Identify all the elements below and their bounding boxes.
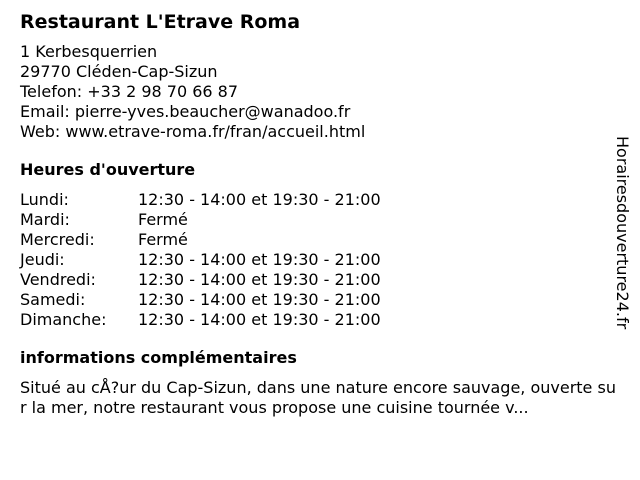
hours-row-friday (20, 270, 616, 290)
site-watermark: Horairesdouverture24.fr (613, 136, 632, 330)
day-label: Jeudi: (20, 250, 65, 269)
hours-value: 12:30 - 14:00 et 19:30 - 21:00 (138, 290, 381, 309)
hours-value: 12:30 - 14:00 et 19:30 - 21:00 (138, 270, 381, 289)
hours-value: 12:30 - 14:00 et 19:30 - 21:00 (138, 190, 381, 209)
day-label: Samedi: (20, 290, 86, 309)
website-line: Web: www.etrave-roma.fr/fran/accueil.html (20, 122, 366, 141)
opening-hours-heading: Heures d'ouverture (20, 160, 196, 179)
additional-info-heading: informations complémentaires (20, 348, 297, 367)
day-label: Lundi: (20, 190, 69, 209)
hours-value: Fermé (138, 210, 188, 229)
restaurant-info-card (20, 10, 616, 418)
day-label: Vendredi: (20, 270, 96, 289)
hours-value: Fermé (138, 230, 188, 249)
hours-row-wednesday (20, 230, 616, 250)
hours-row-tuesday (20, 210, 616, 230)
hours-value: 12:30 - 14:00 et 19:30 - 21:00 (138, 310, 381, 329)
hours-row-saturday (20, 290, 616, 310)
hours-row-monday (20, 190, 616, 210)
hours-row-sunday (20, 310, 616, 330)
day-label: Dimanche: (20, 310, 107, 329)
hours-value: 12:30 - 14:00 et 19:30 - 21:00 (138, 250, 381, 269)
email-line: Email: pierre-yves.beaucher@wanadoo.fr (20, 102, 351, 121)
address-line-2: 29770 Cléden-Cap-Sizun (20, 62, 218, 81)
additional-info-text: Situé au cÅ?ur du Cap-Sizun, dans une nature encore sauvage, ouverte sur la mer, notre restaurant vous propose une cuisine tournée v... (20, 378, 616, 417)
phone-line: Telefon: +33 2 98 70 66 87 (20, 82, 239, 101)
restaurant-name: Restaurant L'Etrave Roma (20, 11, 301, 33)
address-line-1: 1 Kerbesquerrien (20, 42, 158, 61)
day-label: Mardi: (20, 210, 70, 229)
hours-row-thursday (20, 250, 616, 270)
day-label: Mercredi: (20, 230, 95, 249)
opening-hours-list (20, 190, 616, 330)
